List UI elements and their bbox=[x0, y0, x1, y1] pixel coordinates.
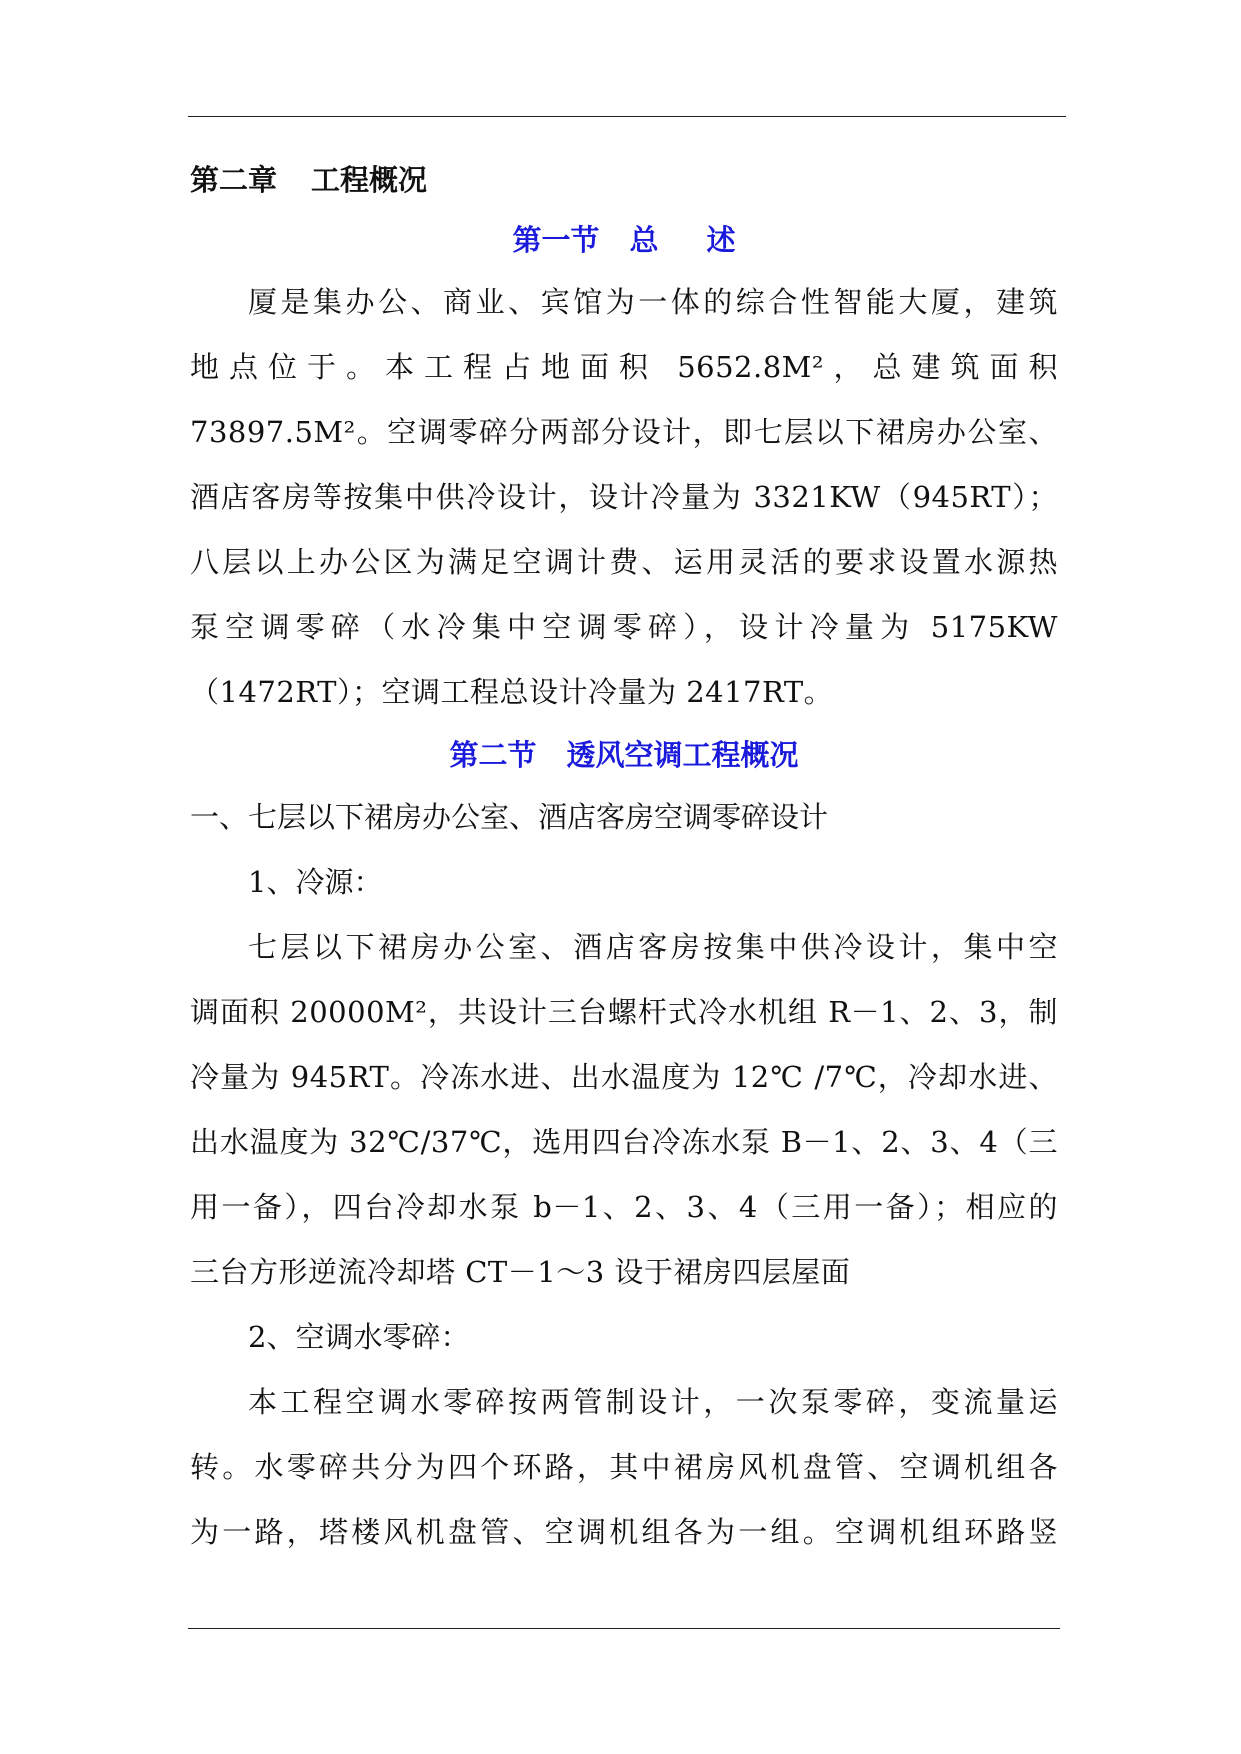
paragraph-overview bbox=[190, 270, 1058, 725]
section-title: 透风空调工程概况 bbox=[566, 738, 799, 772]
text-line: 出水温度为 32℃/37℃，选用四台冷冻水泵 B－1、2、3、4（三 bbox=[190, 1125, 1058, 1159]
text-line: 泵空调零碎（水冷集中空调零碎），设计冷量为 5175KW bbox=[190, 610, 1058, 644]
text-line: 三台方形逆流冷却塔 CT－1～3 设于裙房四层屋面 bbox=[190, 1255, 851, 1289]
list-item-heading: 一、七层以下裙房办公室、酒店客房空调零碎设计 bbox=[190, 800, 829, 834]
paragraph-cold-source bbox=[190, 915, 1058, 1305]
document-body bbox=[190, 150, 1058, 1565]
section-heading-1 bbox=[190, 210, 1058, 270]
paragraph-water-system bbox=[190, 1370, 1058, 1565]
header-rule bbox=[188, 116, 1066, 117]
chapter-heading bbox=[190, 150, 1058, 210]
text-line: 厦是集办公、商业、宾馆为一体的综合性智能大厦，建筑 bbox=[248, 285, 1058, 319]
section-number: 第一节 bbox=[512, 223, 600, 257]
section-number: 第二节 bbox=[449, 738, 537, 772]
section-title-part: 总 bbox=[629, 223, 659, 257]
section-heading-2 bbox=[190, 725, 1058, 785]
section-title-part: 述 bbox=[706, 223, 736, 257]
text-line: 七层以下裙房办公室、酒店客房按集中供冷设计，集中空 bbox=[248, 930, 1058, 964]
text-line: 调面积 20000M²，共设计三台螺杆式冷水机组 R－1、2、3，制 bbox=[190, 995, 1058, 1029]
text-line: 用一备），四台冷却水泵 b－1、2、3、4（三用一备）；相应的 bbox=[190, 1190, 1058, 1224]
footer-rule bbox=[188, 1628, 1060, 1629]
text-line: 为一路，塔楼风机盘管、空调机组各为一组。空调机组环路竖 bbox=[190, 1515, 1058, 1549]
text-line: 酒店客房等按集中供冷设计，设计冷量为 3321KW（945RT）； bbox=[190, 480, 1058, 514]
text-line: 本工程空调水零碎按两管制设计，一次泵零碎，变流量运 bbox=[248, 1385, 1058, 1419]
text-line: （1472RT）；空调工程总设计冷量为 2417RT。 bbox=[190, 675, 834, 709]
text-line: 转。水零碎共分为四个环路，其中裙房风机盘管、空调机组各 bbox=[190, 1450, 1058, 1484]
chapter-title: 工程概况 bbox=[311, 163, 428, 197]
text-line: 地点位于。本工程占地面积 5652.8M²，总建筑面积 bbox=[190, 350, 1058, 384]
sub-heading-water-system: 2、空调水零碎： bbox=[248, 1320, 470, 1354]
sub-heading-cold-source: 1、冷源： bbox=[248, 865, 383, 899]
text-line: 八层以上办公区为满足空调计费、运用灵活的要求设置水源热 bbox=[190, 545, 1058, 579]
text-line: 冷量为 945RT。冷冻水进、出水温度为 12℃ /7℃，冷却水进、 bbox=[190, 1060, 1058, 1094]
text-line: 73897.5M²。空调零碎分两部分设计，即七层以下裙房办公室、 bbox=[190, 415, 1058, 449]
chapter-number: 第二章 bbox=[190, 163, 278, 197]
